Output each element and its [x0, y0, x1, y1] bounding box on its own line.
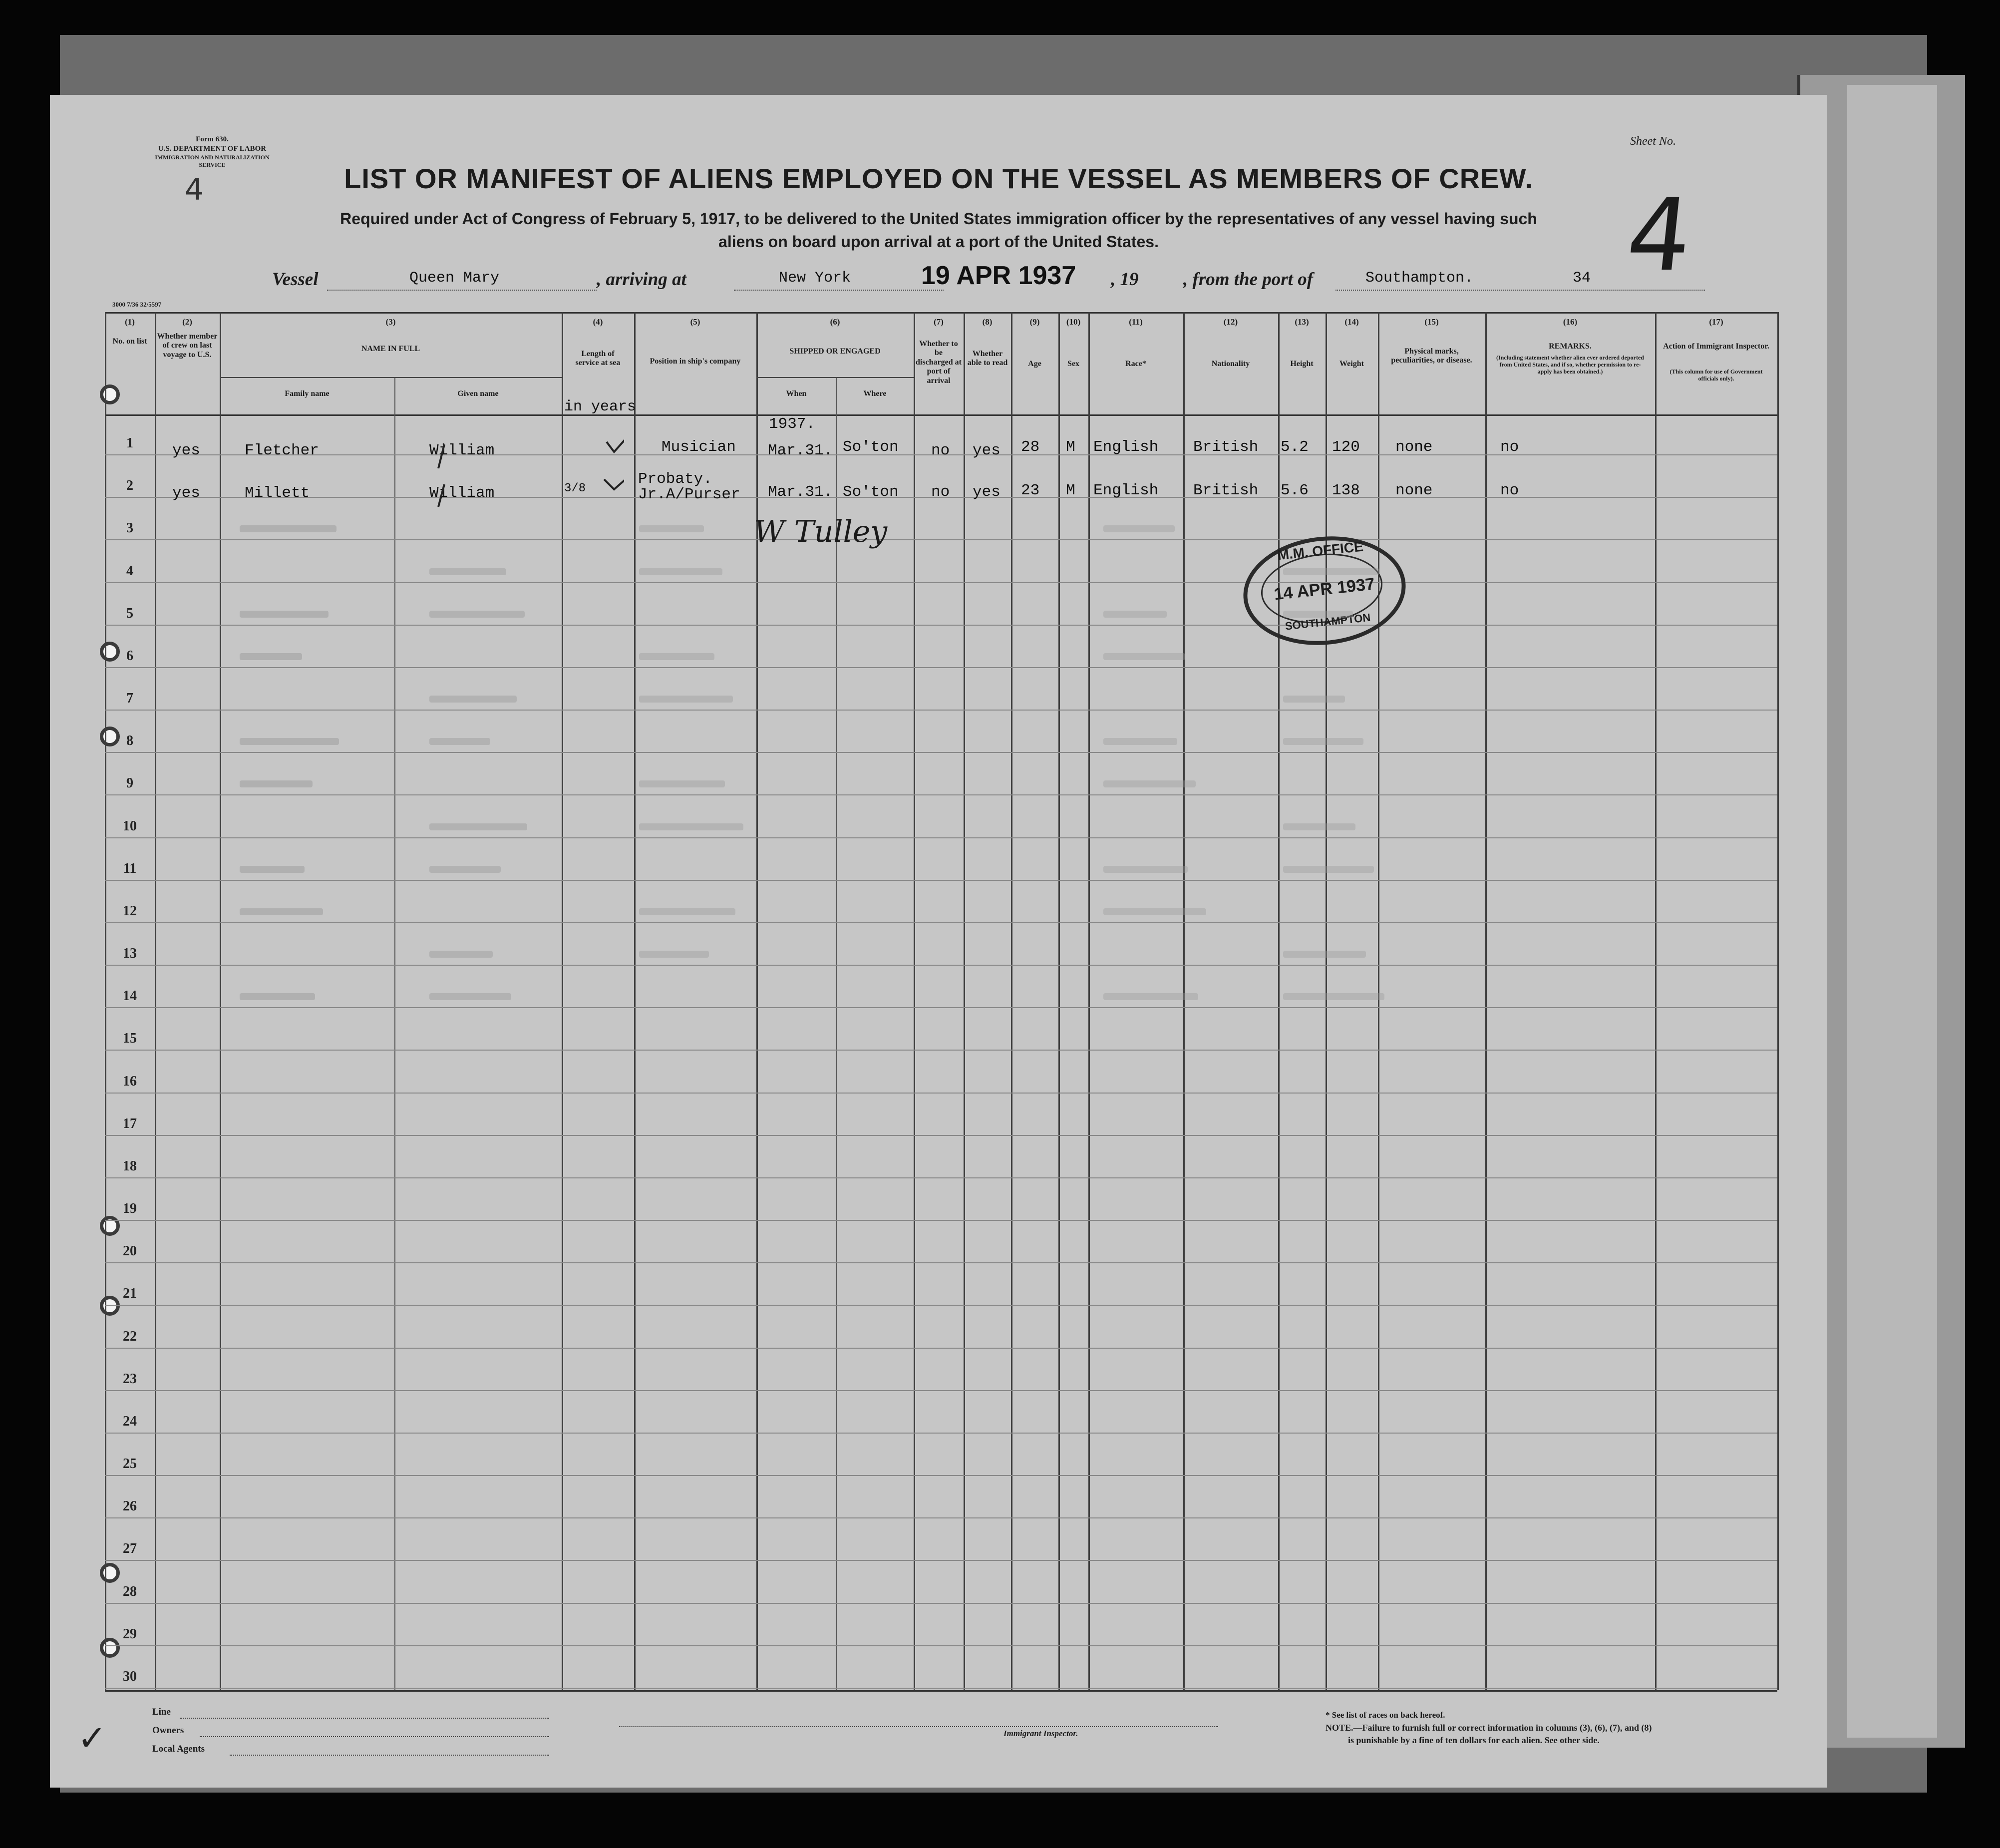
punch-hole: [100, 384, 120, 404]
col-header-action-note: (This column for use of Government officials only).: [1669, 368, 1763, 382]
crew-age: 23: [1021, 482, 1040, 499]
col-header-given: Given name: [457, 389, 499, 398]
owners-label: Owners: [152, 1725, 184, 1736]
ghost-mark: [429, 568, 506, 575]
col-16-num: (16): [1563, 317, 1578, 327]
crew-race: English: [1093, 482, 1159, 499]
ghost-mark: [1283, 611, 1353, 618]
penalty-note-1: NOTE.—Failure to furnish full or correct information in columns (3), (6), (7), and (8): [1326, 1723, 1652, 1733]
row-number: 8: [126, 733, 133, 749]
print-code: 3000 7/36 32/5597: [112, 301, 162, 308]
arrival-port: New York: [779, 270, 851, 287]
crew-read: yes: [973, 442, 1000, 459]
departure-port: Southampton.: [1365, 270, 1474, 287]
ghost-mark: [639, 780, 725, 787]
col-header-weight: Weight: [1339, 360, 1364, 368]
col-header-name: NAME IN FULL: [361, 345, 420, 353]
row-rule: [105, 1220, 1777, 1221]
ghost-mark: [429, 696, 517, 703]
ghost-mark: [429, 823, 527, 830]
ghost-mark: [1103, 738, 1177, 745]
ghost-mark: [240, 653, 302, 660]
col-header-height: Height: [1290, 360, 1314, 368]
crew-sex: M: [1066, 482, 1075, 499]
col-header-sex: Sex: [1067, 360, 1079, 368]
crew-remarks: no: [1500, 438, 1519, 456]
ghost-mark: [639, 525, 704, 532]
crew-position: Probaty.: [638, 470, 712, 488]
check-mark: ✓: [77, 1718, 107, 1759]
row-number: 22: [123, 1328, 137, 1344]
sheet-number-handwritten: 4: [1621, 177, 1697, 294]
row-rule: [105, 539, 1777, 540]
col-header-action: Action of Immigrant Inspector.: [1663, 342, 1769, 351]
col-6-num: (6): [830, 317, 840, 327]
ghost-mark: [639, 653, 714, 660]
ghost-mark: [1103, 866, 1188, 873]
ghost-mark: [1103, 993, 1198, 1000]
ghost-mark: [429, 866, 501, 873]
row-rule: [105, 1390, 1777, 1391]
back-page-edge-light: [1847, 85, 1937, 1738]
crew-when: Mar.31.: [768, 483, 833, 501]
row-rule: [105, 1517, 1777, 1518]
crew-service: 3/8: [564, 482, 586, 495]
form-number: Form 630.: [196, 135, 229, 143]
col-9-num: (9): [1029, 317, 1040, 327]
service-unit: in years: [564, 398, 637, 415]
office-stamp: [1238, 529, 1411, 653]
ghost-mark: [639, 951, 709, 958]
ghost-mark: [429, 738, 490, 745]
row-rule: [105, 625, 1777, 626]
extra-number: 34: [1573, 270, 1591, 287]
row-number: 17: [123, 1115, 137, 1131]
row-rule: [105, 1262, 1777, 1263]
row-rule: [105, 1177, 1777, 1178]
col-header-service: Length of service at sea: [575, 350, 621, 368]
row-rule: [105, 965, 1777, 966]
row-number: 20: [123, 1243, 137, 1259]
from-port-label: , from the port of: [1183, 269, 1314, 290]
col-header-marks: Physical marks, peculiarities, or disease.: [1391, 347, 1472, 365]
manifest-sheet: [50, 95, 1827, 1788]
col-5-num: (5): [690, 317, 700, 327]
crew-height: 5.2: [1281, 438, 1309, 456]
department: U.S. DEPARTMENT OF LABOR: [158, 144, 267, 153]
ghost-mark: [1283, 568, 1379, 575]
row-rule: [105, 1305, 1777, 1306]
row-number: 11: [123, 860, 137, 876]
row-number: 24: [123, 1413, 137, 1429]
row-rule: [105, 667, 1777, 668]
row-number: 19: [123, 1201, 137, 1217]
row-number: 23: [123, 1371, 137, 1387]
crew-given-name: William: [429, 442, 495, 459]
crew-last-voyage: yes: [172, 442, 200, 459]
ghost-mark: [240, 738, 339, 745]
crew-family-name: Millett: [245, 484, 310, 502]
row-number: 3: [126, 520, 133, 536]
table-bottom-border: [105, 1690, 1777, 1692]
local-agents-label: Local Agents: [152, 1744, 205, 1754]
ghost-mark: [429, 951, 493, 958]
ghost-mark: [1103, 525, 1175, 532]
subtitle: [50, 207, 1827, 254]
row-rule: [105, 1007, 1777, 1008]
col-15-num: (15): [1424, 317, 1439, 327]
subtitle-line-2: aliens on board upon arrival at a port of the United States.: [718, 233, 1159, 251]
line-label: Line: [152, 1707, 171, 1717]
row-rule: [105, 794, 1777, 795]
ghost-mark: [240, 908, 323, 915]
ghost-mark: [1283, 951, 1366, 958]
document-title: LIST OR MANIFEST OF ALIENS EMPLOYED ON THE VESSEL AS MEMBERS OF CREW.: [344, 163, 1533, 194]
crew-when: Mar.31.: [768, 442, 833, 459]
row-number: 27: [123, 1541, 137, 1557]
row-number: 29: [123, 1626, 137, 1642]
col-11-num: (11): [1129, 317, 1143, 327]
row-rule: [105, 710, 1777, 711]
row-number: 9: [126, 775, 133, 791]
col-header-remarks-note: (Including statement whether alien ever ordered deported from United States, and if so, whether permission to re-apply has been obtained.): [1496, 354, 1644, 375]
crew-last-voyage: yes: [172, 484, 200, 502]
row-rule: [105, 880, 1777, 881]
row-number: 16: [123, 1073, 137, 1089]
row-number: 15: [123, 1031, 137, 1047]
crew-family-name: Fletcher: [245, 442, 319, 459]
year-label: , 19: [1111, 269, 1139, 290]
table-top-border: [105, 312, 1777, 314]
tick-marks: [394, 424, 624, 514]
ghost-mark: [240, 611, 329, 618]
row-rule: [105, 752, 1777, 753]
arriving-label: , arriving at: [597, 269, 686, 290]
ghost-mark: [639, 908, 735, 915]
stamp-top: M.M. OFFICE: [1277, 538, 1364, 563]
row-rule: [105, 1348, 1777, 1349]
crew-marks: none: [1395, 438, 1433, 456]
col-10-num: (10): [1066, 317, 1081, 327]
ghost-mark: [639, 568, 722, 575]
crew-sex: M: [1066, 438, 1075, 456]
col-14-num: (14): [1344, 317, 1359, 327]
row-number: 25: [123, 1456, 137, 1472]
row-number: 7: [126, 691, 133, 707]
row-number: 21: [123, 1286, 137, 1302]
row-number: 18: [123, 1158, 137, 1174]
ghost-mark: [639, 696, 733, 703]
row-rule: [105, 1050, 1777, 1051]
col-header-race: Race*: [1125, 360, 1146, 368]
col-3-num: (3): [385, 317, 396, 327]
signature: W Tulley: [754, 514, 888, 549]
col-4-num: (4): [593, 317, 603, 327]
crew-weight: 120: [1332, 438, 1360, 456]
crew-remarks: no: [1500, 482, 1519, 499]
corner-mark: 4: [185, 172, 204, 207]
row-number: 4: [126, 563, 133, 579]
ghost-mark: [1283, 696, 1345, 703]
crew-position: Musician: [662, 438, 736, 456]
sheet-number-label: Sheet No.: [1630, 135, 1676, 148]
col-header-remarks: REMARKS.: [1549, 342, 1592, 351]
ghost-mark: [1103, 780, 1196, 787]
ghost-mark: [1103, 611, 1167, 618]
col-1-num: (1): [125, 317, 135, 327]
col-header-position: Position in ship's company: [650, 357, 741, 366]
col-header-age: Age: [1028, 360, 1041, 368]
shipped-year: 1937.: [769, 415, 816, 433]
arrival-date-stamp: 19 APR 1937: [921, 261, 1076, 290]
row-rule: [105, 1645, 1777, 1646]
col-17-num: (17): [1709, 317, 1723, 327]
vessel-line: [50, 261, 1827, 295]
crew-where: So'ton: [843, 483, 899, 501]
col-8-num: (8): [982, 317, 993, 327]
ghost-mark: [429, 611, 525, 618]
penalty-note-2: is punishable by a fine of ten dollars for each alien. See other side.: [1348, 1735, 1600, 1745]
ghost-mark: [1283, 823, 1355, 830]
vessel-label: Vessel: [272, 269, 319, 290]
col-header-when: When: [786, 389, 807, 398]
col-header-no: No. on list: [112, 337, 147, 346]
crew-given-name: William: [429, 484, 495, 502]
ghost-mark: [429, 993, 511, 1000]
ghost-mark: [1283, 993, 1384, 1000]
col-2-num: (2): [182, 317, 192, 327]
punch-hole: [100, 1563, 120, 1583]
crew-marks: none: [1395, 482, 1433, 499]
row-number: 26: [123, 1498, 137, 1514]
row-number: 13: [123, 946, 137, 962]
row-number: 14: [123, 988, 137, 1004]
ghost-mark: [1103, 908, 1206, 915]
row-number: 10: [123, 818, 137, 834]
crew-where: So'ton: [843, 438, 899, 456]
col-header-discharged: Whether to be discharged at port of arrival: [916, 340, 962, 385]
crew-read: yes: [973, 483, 1000, 501]
col-12-num: (12): [1223, 317, 1238, 327]
col-header-crew: Whether member of crew on last voyage to U.S.: [157, 332, 218, 359]
row-rule: [105, 1135, 1777, 1136]
col-header-nationality: Nationality: [1211, 360, 1250, 368]
row-rule: [105, 1433, 1777, 1434]
ghost-mark: [240, 780, 313, 787]
crew-nationality: British: [1193, 438, 1259, 456]
crew-discharged: no: [931, 483, 950, 501]
col-header-read: Whether able to read: [967, 350, 1008, 368]
crew-nationality: British: [1193, 482, 1259, 499]
crew-discharged: no: [931, 442, 950, 459]
row-number: 6: [126, 648, 133, 664]
subtitle-line-1: Required under Act of Congress of February 5, 1917, to be delivered to the United States immigration officer by the representatives of any vessel having such: [340, 210, 1537, 228]
crew-weight: 138: [1332, 482, 1360, 499]
row-rule: [105, 1603, 1777, 1604]
header-bottom-border: [105, 414, 1777, 416]
row-rule: [105, 1560, 1777, 1561]
ghost-mark: [240, 525, 336, 532]
row-rule: [105, 1688, 1777, 1689]
races-note: * See list of races on back hereof.: [1326, 1710, 1445, 1720]
row-number: 2: [126, 478, 133, 494]
row-number: 28: [123, 1583, 137, 1599]
crew-height: 5.6: [1281, 482, 1309, 499]
punch-hole: [100, 1216, 120, 1236]
row-rule: [105, 922, 1777, 923]
col-7-num: (7): [934, 317, 944, 327]
ghost-mark: [639, 823, 743, 830]
col-13-num: (13): [1295, 317, 1309, 327]
stamp-date: 14 APR 1937: [1273, 574, 1376, 604]
row-rule: [105, 1093, 1777, 1094]
crew-race: English: [1093, 438, 1159, 456]
row-rule: [105, 1475, 1777, 1476]
row-number: 12: [123, 903, 137, 919]
ghost-mark: [240, 866, 305, 873]
stamp-bottom: SOUTHAMPTON: [1284, 611, 1371, 633]
row-rule: [105, 837, 1777, 838]
crew-age: 28: [1021, 438, 1040, 456]
col-header-where: Where: [863, 389, 887, 398]
ghost-mark: [1283, 738, 1363, 745]
row-number: 1: [126, 435, 133, 451]
immigrant-inspector-label: Immigrant Inspector.: [1003, 1729, 1078, 1738]
row-number: 30: [123, 1669, 137, 1684]
row-number: 5: [126, 605, 133, 621]
ghost-mark: [1283, 866, 1374, 873]
ghost-mark: [1103, 653, 1185, 660]
service: IMMIGRATION AND NATURALIZATION SERVICE: [155, 153, 270, 168]
vessel-name: Queen Mary: [409, 270, 500, 287]
col-header-shipped: SHIPPED OR ENGAGED: [789, 347, 881, 356]
ghost-mark: [240, 993, 315, 1000]
col-header-family: Family name: [285, 389, 330, 398]
row-rule: [105, 582, 1777, 583]
crew-position-line2: Jr.A/Purser: [638, 486, 740, 503]
